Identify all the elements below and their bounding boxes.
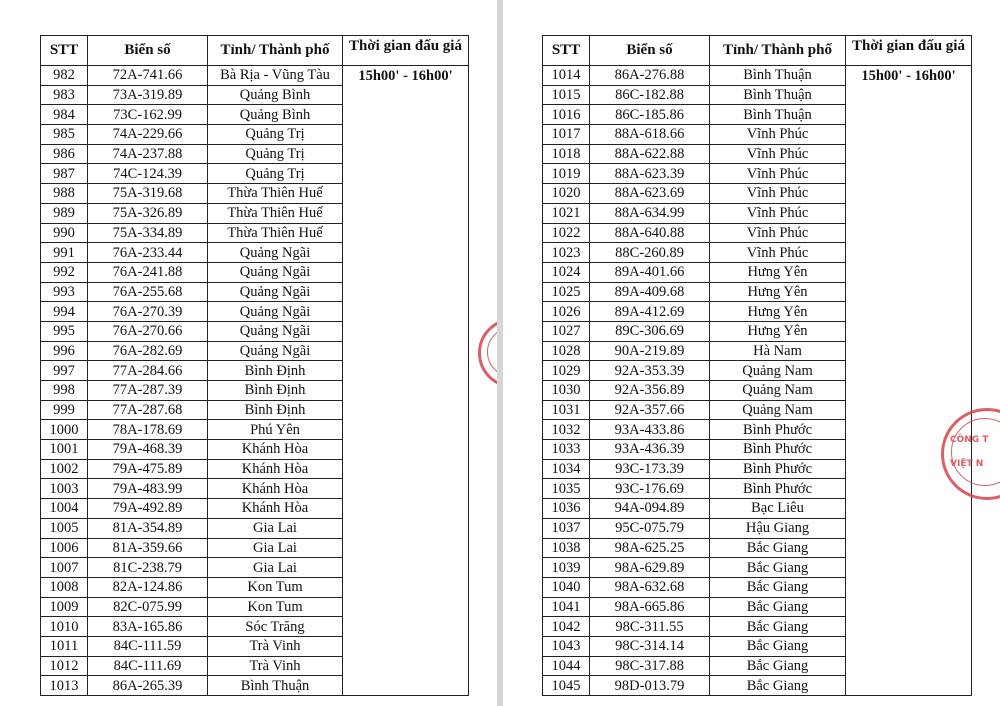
cell-plate: 89C-306.69 [590,321,710,341]
header-plate: Biển số [590,36,710,66]
cell-province: Quảng Trị [208,144,343,164]
cell-plate: 81A-354.89 [88,518,208,538]
cell-stt: 1033 [543,440,590,460]
cell-stt: 998 [41,381,88,401]
cell-stt: 989 [41,203,88,223]
cell-plate: 88A-623.39 [590,164,710,184]
cell-plate: 92A-357.66 [590,400,710,420]
cell-province: Bắc Giang [710,617,846,637]
cell-plate: 77A-287.39 [88,381,208,401]
cell-plate: 98A-625.25 [590,538,710,558]
cell-stt: 984 [41,105,88,125]
cell-province: Hưng Yên [710,302,846,322]
cell-province: Bắc Giang [710,597,846,617]
header-auction-time: Thời gian đấu giá [343,36,469,66]
cell-stt: 1010 [41,617,88,637]
cell-plate: 89A-412.69 [590,302,710,322]
cell-plate: 73A-319.89 [88,85,208,105]
cell-province: Bình Định [208,361,343,381]
cell-province: Quảng Bình [208,85,343,105]
cell-plate: 89A-409.68 [590,282,710,302]
header-province: Tỉnh/ Thành phố [208,36,343,66]
cell-plate: 73C-162.99 [88,105,208,125]
cell-stt: 992 [41,262,88,282]
cell-province: Hưng Yên [710,282,846,302]
cell-stt: 1036 [543,499,590,519]
cell-stt: 994 [41,302,88,322]
cell-province: Thừa Thiên Huế [208,223,343,243]
cell-stt: 1027 [543,321,590,341]
cell-stt: 1000 [41,420,88,440]
cell-stt: 1031 [543,400,590,420]
cell-stt: 1005 [41,518,88,538]
cell-stt: 1021 [543,203,590,223]
cell-plate: 75A-326.89 [88,203,208,223]
cell-stt: 986 [41,144,88,164]
cell-plate: 76A-270.39 [88,302,208,322]
cell-province: Khánh Hòa [208,440,343,460]
cell-province: Bình Phước [710,459,846,479]
table-body-left [41,66,469,696]
cell-plate: 79A-492.89 [88,499,208,519]
cell-plate: 98C-311.55 [590,617,710,637]
cell-plate: 79A-468.39 [88,440,208,460]
cell-plate: 86C-185.86 [590,105,710,125]
cell-province: Quảng Nam [710,381,846,401]
cell-province: Khánh Hòa [208,459,343,479]
cell-stt: 1043 [543,636,590,656]
cell-province: Vĩnh Phúc [710,203,846,223]
cell-plate: 74C-124.39 [88,164,208,184]
cell-plate: 75A-319.68 [88,184,208,204]
cell-province: Bắc Giang [710,676,846,696]
cell-stt: 1037 [543,518,590,538]
cell-plate: 93A-433.86 [590,420,710,440]
cell-plate: 92A-353.39 [590,361,710,381]
cell-province: Bắc Giang [710,656,846,676]
header-plate: Biển số [88,36,208,66]
cell-province: Quảng Ngãi [208,243,343,263]
cell-plate: 88A-622.88 [590,144,710,164]
cell-plate: 76A-241.88 [88,262,208,282]
cell-province: Quảng Trị [208,125,343,145]
cell-plate: 74A-229.66 [88,125,208,145]
cell-stt: 1019 [543,164,590,184]
cell-province: Bình Phước [710,479,846,499]
header-stt: STT [543,36,590,66]
cell-plate: 88C-260.89 [590,243,710,263]
cell-stt: 1042 [543,617,590,637]
cell-plate: 86A-265.39 [88,676,208,696]
cell-plate: 76A-233.44 [88,243,208,263]
cell-province: Khánh Hòa [208,499,343,519]
cell-province: Bà Rịa - Vũng Tàu [208,66,343,86]
cell-province: Bắc Giang [710,636,846,656]
cell-stt: 1004 [41,499,88,519]
cell-stt: 999 [41,400,88,420]
cell-plate: 95C-075.79 [590,518,710,538]
cell-plate: 77A-287.68 [88,400,208,420]
table-row [543,66,972,86]
header-stt: STT [41,36,88,66]
cell-plate: 82C-075.99 [88,597,208,617]
auction-table-left [40,35,469,696]
cell-province: Vĩnh Phúc [710,223,846,243]
cell-plate: 90A-219.89 [590,341,710,361]
cell-province: Bình Thuận [710,85,846,105]
cell-stt: 1034 [543,459,590,479]
cell-stt: 1020 [543,184,590,204]
cell-stt: 1015 [543,85,590,105]
cell-plate: 94A-094.89 [590,499,710,519]
cell-stt: 1018 [543,144,590,164]
cell-plate: 93A-436.39 [590,440,710,460]
cell-stt: 997 [41,361,88,381]
cell-plate: 82A-124.86 [88,577,208,597]
cell-stt: 985 [41,125,88,145]
cell-province: Trà Vinh [208,656,343,676]
cell-plate: 81C-238.79 [88,558,208,578]
cell-plate: 78A-178.69 [88,420,208,440]
cell-province: Bình Thuận [208,676,343,696]
cell-plate: 83A-165.86 [88,617,208,637]
cell-time-slot: 15h00' - 16h00' [343,66,469,696]
cell-province: Gia Lai [208,558,343,578]
cell-province: Bình Định [208,381,343,401]
cell-province: Quảng Trị [208,164,343,184]
cell-stt: 1017 [543,125,590,145]
cell-plate: 98A-629.89 [590,558,710,578]
cell-province: Gia Lai [208,538,343,558]
cell-province: Hưng Yên [710,262,846,282]
cell-stt: 1024 [543,262,590,282]
header-auction-time: Thời gian đấu giá [846,36,972,66]
cell-province: Sóc Trăng [208,617,343,637]
cell-plate: 88A-634.99 [590,203,710,223]
cell-plate: 84C-111.69 [88,656,208,676]
cell-province: Bạc Liêu [710,499,846,519]
cell-stt: 991 [41,243,88,263]
cell-province: Thừa Thiên Huế [208,203,343,223]
cell-plate: 76A-255.68 [88,282,208,302]
cell-stt: 1028 [543,341,590,361]
cell-province: Bình Phước [710,440,846,460]
cell-stt: 1016 [543,105,590,125]
cell-plate: 76A-270.66 [88,321,208,341]
document-page-right [503,0,1000,706]
cell-stt: 1025 [543,282,590,302]
cell-province: Kon Tum [208,577,343,597]
cell-stt: 982 [41,66,88,86]
cell-stt: 1002 [41,459,88,479]
cell-plate: 79A-475.89 [88,459,208,479]
cell-stt: 1044 [543,656,590,676]
cell-stt: 1041 [543,597,590,617]
cell-province: Quảng Ngãi [208,321,343,341]
cell-province: Bình Định [208,400,343,420]
cell-stt: 995 [41,321,88,341]
cell-province: Quảng Ngãi [208,302,343,322]
table-body-right [543,66,972,696]
cell-plate: 98C-314.14 [590,636,710,656]
cell-province: Quảng Nam [710,361,846,381]
cell-stt: 1040 [543,577,590,597]
cell-stt: 1038 [543,538,590,558]
cell-province: Phú Yên [208,420,343,440]
cell-plate: 88A-623.69 [590,184,710,204]
cell-stt: 1001 [41,440,88,460]
auction-table-right [542,35,972,696]
cell-stt: 1032 [543,420,590,440]
cell-plate: 92A-356.89 [590,381,710,401]
cell-stt: 1009 [41,597,88,617]
cell-province: Thừa Thiên Huế [208,184,343,204]
stamp-text-line1: CÔNG T [950,435,989,445]
cell-plate: 84C-111.59 [88,636,208,656]
cell-province: Quảng Ngãi [208,282,343,302]
document-page-left [0,0,497,706]
cell-stt: 1035 [543,479,590,499]
cell-province: Bình Thuận [710,66,846,86]
cell-plate: 98A-665.86 [590,597,710,617]
cell-stt: 1011 [41,636,88,656]
cell-plate: 93C-173.39 [590,459,710,479]
cell-plate: 76A-282.69 [88,341,208,361]
cell-province: Hưng Yên [710,321,846,341]
seal-stamp-left [478,318,497,388]
cell-province: Bắc Giang [710,558,846,578]
cell-province: Quảng Nam [710,400,846,420]
cell-plate: 77A-284.66 [88,361,208,381]
cell-stt: 983 [41,85,88,105]
cell-plate: 98C-317.88 [590,656,710,676]
cell-stt: 1022 [543,223,590,243]
cell-plate: 81A-359.66 [88,538,208,558]
cell-stt: 988 [41,184,88,204]
cell-province: Quảng Ngãi [208,262,343,282]
cell-plate: 88A-640.88 [590,223,710,243]
cell-plate: 88A-618.66 [590,125,710,145]
cell-stt: 1007 [41,558,88,578]
cell-stt: 1008 [41,577,88,597]
cell-province: Hà Nam [710,341,846,361]
cell-stt: 990 [41,223,88,243]
cell-province: Vĩnh Phúc [710,184,846,204]
cell-province: Hậu Giang [710,518,846,538]
cell-stt: 1013 [41,676,88,696]
cell-stt: 1023 [543,243,590,263]
cell-plate: 86A-276.88 [590,66,710,86]
cell-plate: 75A-334.89 [88,223,208,243]
cell-province: Khánh Hòa [208,479,343,499]
cell-province: Gia Lai [208,518,343,538]
cell-stt: 1030 [543,381,590,401]
cell-province: Vĩnh Phúc [710,243,846,263]
cell-province: Bình Thuận [710,105,846,125]
cell-stt: 1012 [41,656,88,676]
cell-stt: 1039 [543,558,590,578]
cell-stt: 987 [41,164,88,184]
cell-plate: 98A-632.68 [590,577,710,597]
cell-plate: 74A-237.88 [88,144,208,164]
header-province: Tỉnh/ Thành phố [710,36,846,66]
cell-province: Quảng Ngãi [208,341,343,361]
cell-stt: 1003 [41,479,88,499]
cell-stt: 993 [41,282,88,302]
cell-stt: 1026 [543,302,590,322]
cell-stt: 1014 [543,66,590,86]
cell-province: Vĩnh Phúc [710,125,846,145]
cell-plate: 79A-483.99 [88,479,208,499]
cell-plate: 89A-401.66 [590,262,710,282]
cell-province: Trà Vinh [208,636,343,656]
cell-plate: 72A-741.66 [88,66,208,86]
cell-plate: 98D-013.79 [590,676,710,696]
cell-time-slot: 15h00' - 16h00' [846,66,972,696]
cell-plate: 93C-176.69 [590,479,710,499]
cell-province: Quảng Bình [208,105,343,125]
cell-province: Bình Phước [710,420,846,440]
cell-stt: 996 [41,341,88,361]
cell-province: Vĩnh Phúc [710,164,846,184]
cell-province: Bắc Giang [710,577,846,597]
stamp-text-line2: VIỆT N [950,459,984,469]
table-header-row [543,36,972,66]
cell-stt: 1045 [543,676,590,696]
cell-province: Bắc Giang [710,538,846,558]
cell-province: Kon Tum [208,597,343,617]
table-row [41,66,469,86]
cell-stt: 1006 [41,538,88,558]
cell-plate: 86C-182.88 [590,85,710,105]
table-header-row [41,36,469,66]
cell-province: Vĩnh Phúc [710,144,846,164]
cell-stt: 1029 [543,361,590,381]
